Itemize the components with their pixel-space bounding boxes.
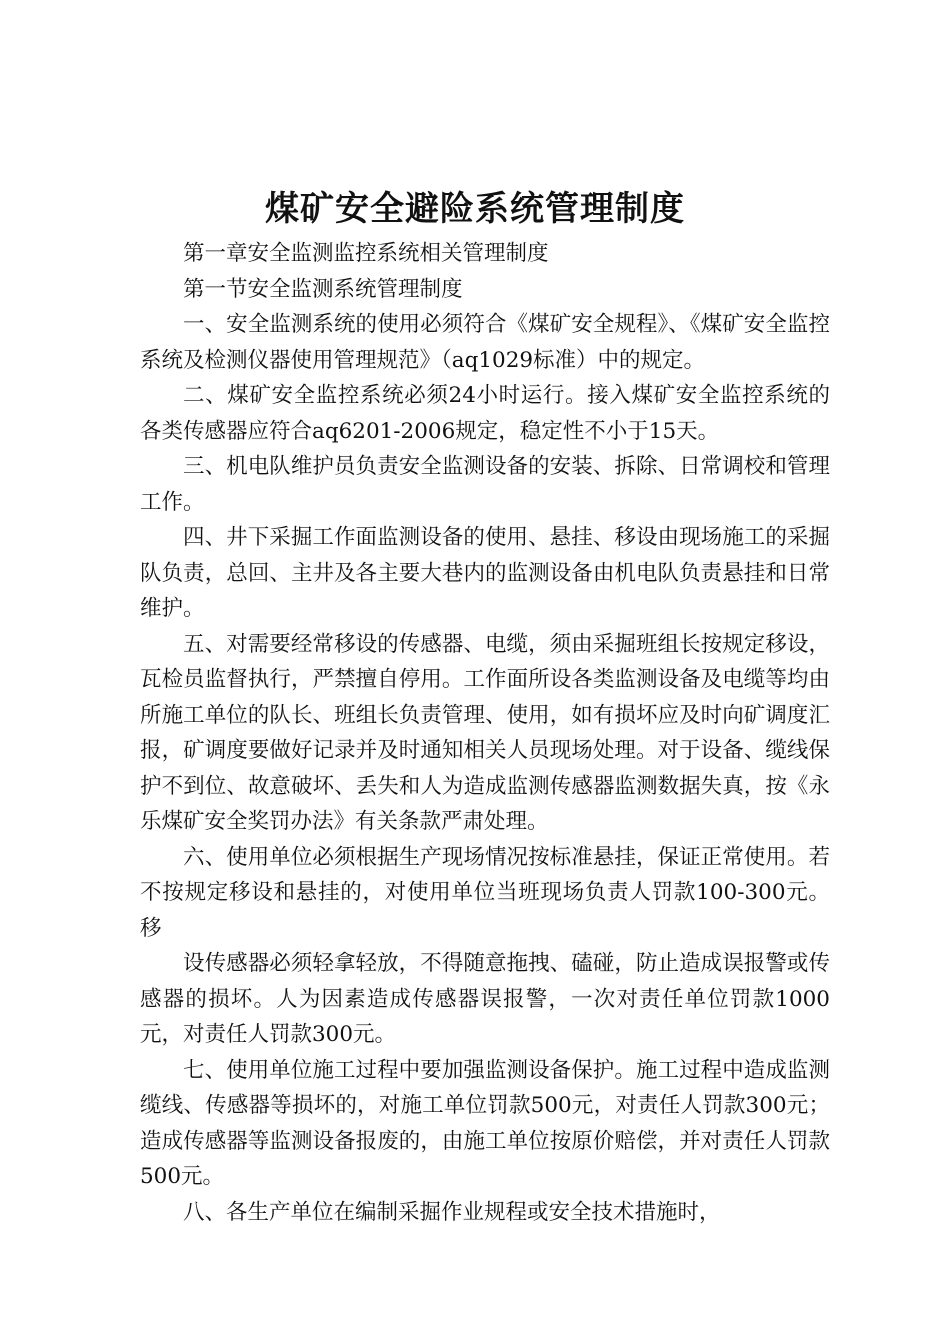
chapter-heading: 第一章安全监测监控系统相关管理制度: [183, 241, 549, 266]
paragraph-8: 八、各生产单位在编制采掘作业规程或安全技术措施时，: [183, 1199, 721, 1225]
paragraph-5: 五、对需要经常移设的传感器、电缆，须由采掘班组长按规定移设，瓦检员监督执行，严禁擅自停用。工作面所设各类监测设备及电缆等均由所施工单位的队长、班组长负责管理、使用，如有损坏应及时向矿调度汇报，矿调度要做好记录并及时通知相关人员现场处理。对于设备、缆线保护不到位、故意破坏、丢失和人为造成监测传感器监测数据失真，按《永乐煤矿安全奖罚办法》有关条款严肃处理。: [140, 631, 830, 834]
paragraph-4: 四、井下采掘工作面监测设备的使用、悬挂、移设由现场施工的采掘队负责，总回、主井及各主要大巷内的监测设备由机电队负责悬挂和日常维护。: [140, 525, 830, 621]
document-title: 煤矿安全避险系统管理制度: [265, 189, 685, 229]
document-body: [140, 236, 830, 1230]
paragraph-6-continued: 设传感器必须轻拿轻放，不得随意拖拽、磕碰，防止造成误报警或传感器的损坏。人为因素造成传感器误报警，一次对责任单位罚款1000元，对责任人罚款300元。: [140, 951, 830, 1047]
paragraph-6: 六、使用单位必须根据生产现场情况按标准悬挂，保证正常使用。若不按规定移设和悬挂的，对使用单位当班现场负责人罚款100-300元。移: [140, 844, 830, 941]
paragraph-3: 三、机电队维护员负责安全监测设备的安装、拆除、日常调校和管理工作。: [140, 454, 830, 515]
paragraph-2: 二、煤矿安全监控系统必须24小时运行。接入煤矿安全监控系统的各类传感器应符合aq6201-2006规定，稳定性不小于15天。: [140, 383, 830, 444]
section-heading: 第一节安全监测系统管理制度: [183, 276, 463, 302]
paragraph-7: 七、使用单位施工过程中要加强监测设备保护。施工过程中造成监测缆线、传感器等损坏的，对施工单位罚款500元，对责任人罚款300元；造成传感器等监测设备报废的，由施工单位按原价赔偿，并对责任人罚款500元。: [140, 1057, 830, 1189]
paragraph-1: 一、安全监测系统的使用必须符合《煤矿安全规程》、《煤矿安全监控系统及检测仪器使用管理规范》（aq1029标准）中的规定。: [140, 312, 830, 373]
